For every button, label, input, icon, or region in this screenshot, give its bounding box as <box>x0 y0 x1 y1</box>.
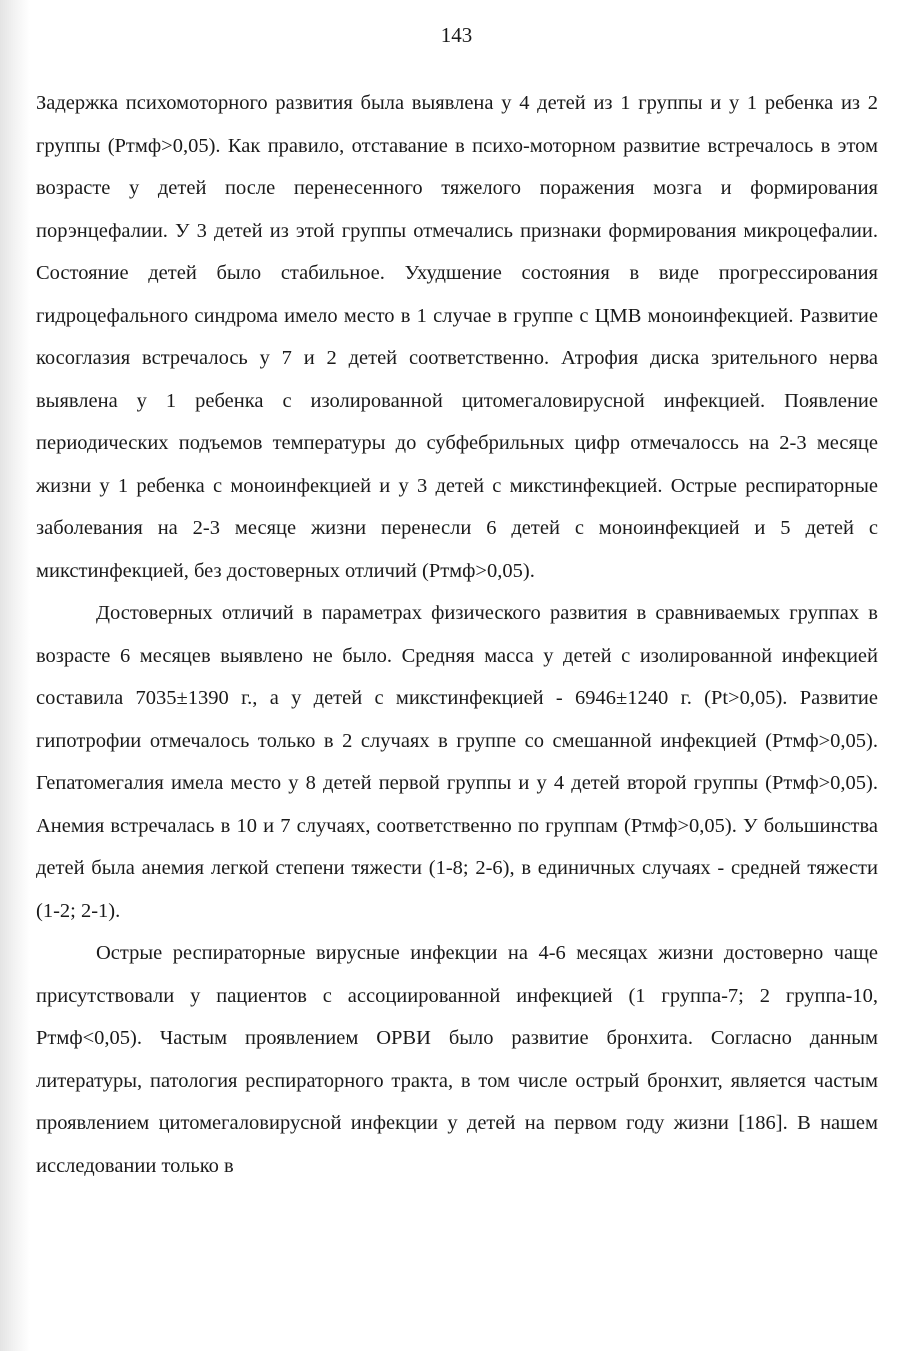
paragraph-2: Достоверных отличий в параметрах физического развития в сравниваемых группах в возрасте 6 месяцев выявлено не было. Средняя масса у детей с изолированной инфекцией составила 7035±1390 г., а у детей с микстинфекцией - 6946±1240 г. (Pt>0,05). Развитие гипотрофии отмечалось только в 2 случаях в группе со смешанной инфекцией (Ртмф>0,05). Гепатомегалия имела место у 8 детей первой группы и у 4 детей второй группы (Ртмф>0,05). Анемия встречалась в 10 и 7 случаях, соответственно по группам (Ртмф>0,05). У большинства детей была анемия легкой степени тяжести (1-8; 2-6), в единичных случаях - средней тяжести (1-2; 2-1). <box>36 602 878 922</box>
paragraph-3: Острые респираторные вирусные инфекции на 4-6 месяцах жизни достоверно чаще присутствовали у пациентов с ассоциированной инфекцией (1 группа-7; 2 группа-10, Ртмф<0,05). Частым проявлением ОРВИ было развитие бронхита. Согласно данным литературы, патология респираторного тракта, в том числе острый бронхит, является частым проявлением цитомегаловирусной инфекции у детей на первом году жизни [186]. В нашем исследовании только в <box>36 942 878 1177</box>
paragraph-1: Задержка психомоторного развития была выявлена у 4 детей из 1 группы и у 1 ребенка из 2 группы (Ртмф>0,05). Как правило, отставание в психо-моторном развитие встречалось в этом возрасте у детей после перенесенного тяжелого поражения мозга и формирования порэнцефалии. У 3 детей из этой группы отмечались признаки формирования микроцефалии. Состояние детей было стабильное. Ухудшение состояния в виде прогрессирования гидроцефального синдрома имело место в 1 случае в группе с ЦМВ моноинфекцией. Развитие косоглазия встречалось у 7 и 2 детей соответственно. Атрофия диска зрительного нерва выявлена у 1 ребенка с изолированной цитомегаловирусной инфекцией. Появление периодических подъемов температуры до субфебрильных цифр отмечалоссь на 2-3 месяце жизни у 1 ребенка с моноинфекцией и у 3 детей с микстинфекцией. Острые респираторные заболевания на 2-3 месяце жизни перенесли 6 детей с моноинфекцией и 5 детей с микстинфекцией, без достоверных отличий (Ртмф>0,05). <box>36 92 878 582</box>
scan-edge-shadow <box>0 0 30 1351</box>
page-number: 143 <box>440 23 473 47</box>
body-text <box>36 82 878 1187</box>
